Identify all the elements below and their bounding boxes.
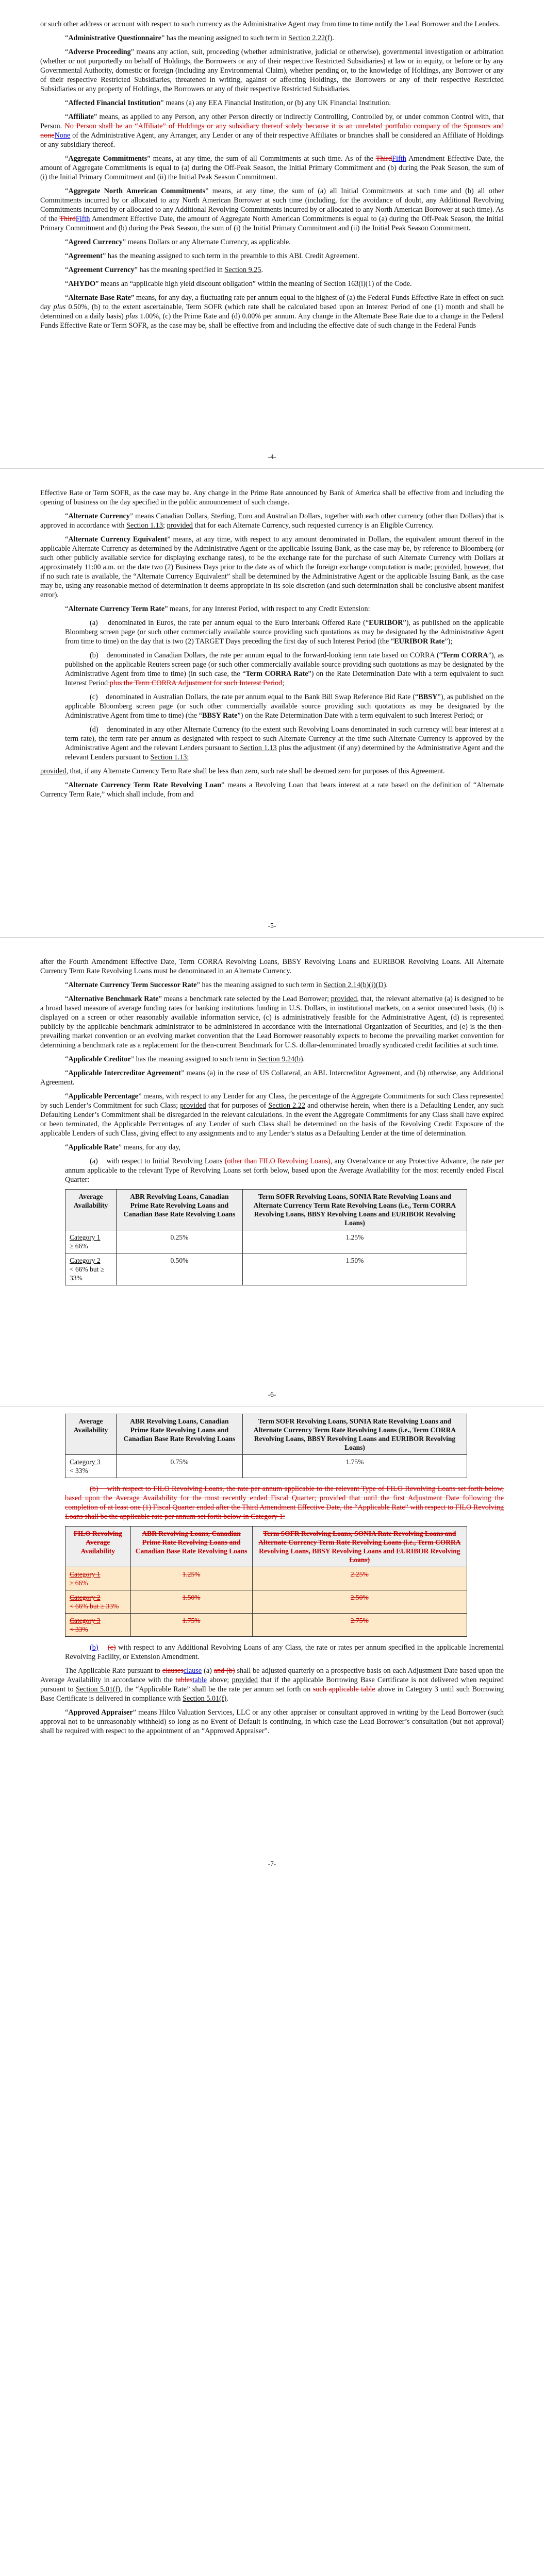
table-row <box>65 1253 467 1285</box>
table-row <box>65 1590 467 1614</box>
paragraph: “Alternate Currency Equivalent” means, at any time, with respect to any amount denominated in Dollars, the equivalent amount thereof in the applicable Alternate Currency as determined by the Administrative Agent or the applicable Issuing Bank, as the case may be, by reference to Bloomberg (or such other publicly available service for displaying exchange rates), to be the exchange rate for the purchase of such Alternate Currency with Dollars at approximately 11:00 a.m. on the date two (2) Business Days prior to the date as of which the foreign exchange computation is made; provided, however, that if no such rate is available, the “Alternate Currency Equivalent” shall be determined by the Administrative Agent or the applicable Issuing Bank, as the case may be, using any reasonable method of determination it deems appropriate in its sole discretion (and such determination shall be conclusive absent manifest error). <box>40 535 504 599</box>
paragraph: (c) denominated in Australian Dollars, the rate per annum equal to the Bank Bill Swap Reference Bid Rate (“BBSY”), as published on the applicable Bloomberg screen page (or such other commercially available source providing such quotations as may be designated by the Administrative Agent from time to time) (the “BBSY Rate”) on the Rate Determination Date with a term equivalent to such Interest Period; or <box>65 693 504 720</box>
table-cell: Category 3 < 33% <box>65 1455 117 1478</box>
paragraph: (a) with respect to Initial Revolving Loans (other than FILO Revolving Loans), any Overadvance or any Protective Advance, the rate per annum applicable to the relevant Type of Revolving Loans set forth below, based upon the Average Availability for the most recently ended Fiscal Quarter: <box>65 1157 504 1184</box>
paragraph: “Alternate Currency Term Successor Rate” has the meaning assigned to such term in Section 2.14(b)(i)(D). <box>65 981 388 989</box>
page-2 <box>0 469 544 938</box>
table-cell: 1.75% <box>130 1614 252 1637</box>
paragraph: after the Fourth Amendment Effective Date, Term CORRA Revolving Loans, BBSY Revolving Loans and EURIBOR Revolving Loans. All Alternate Currency Term Rate Revolving Loans must be denominated in an Alternate Currency. <box>40 958 504 975</box>
table-row <box>65 1614 467 1637</box>
paragraph: “AHYDO” means an “applicable high yield discount obligation” within the meaning of Section 163(i)(1) of the Code. <box>65 280 412 288</box>
paragraph: “Applicable Creditor” has the meaning assigned to such term in Section 9.24(b). <box>65 1055 305 1063</box>
table-cell: Category 1 ≥ 66% <box>65 1230 117 1253</box>
paragraph: (b) (c) with respect to any Additional Revolving Loans of any Class, the rate or rates per annum specified in the applicable Incremental Revolving Facility, or Extension Amendment. <box>65 1643 504 1661</box>
table-cell: 0.25% <box>116 1230 242 1253</box>
paragraph: (d) denominated in any other Alternate Currency (to the extent such Revolving Loans denominated in such currency will bear interest at a term rate), the term rate per annum as designated with respect to such Alternate Currency at the time such Alternate Currency is approved by the Administrative Agent and the relevant Lenders pursuant to Section 1.13 plus the adjustment (if any) determined by the Administrative Agent and the relevant Lenders pursuant to Section 1.13; <box>65 725 504 761</box>
paragraph: “Agreed Currency” means Dollars or any Alternate Currency, as applicable. <box>65 238 291 246</box>
paragraph: The Applicable Rate pursuant to clausesclause (a) and (b) shall be adjusted quarterly on a prospective basis on each Adjustment Date based upon the Average Availability in accordance with the tablestable above; provided that if the applicable Borrowing Base Certificate is not delivered when required pursuant to Section 5.01(f), the “Applicable Rate” shall be the rate per annum set forth on such applicable table above in Category 3 until such Borrowing Base Certificate is delivered in compliance with Section 5.01(f). <box>40 1667 504 1703</box>
table-row <box>65 1455 467 1478</box>
filo-rate-table <box>65 1526 467 1637</box>
page-1 <box>0 0 544 469</box>
table-header: ABR Revolving Loans, Canadian Prime Rate Revolving Loans and Canadian Base Rate Revolving Loans <box>116 1414 242 1455</box>
table-cell: Category 2 < 66% but ≥ 33% <box>65 1590 131 1614</box>
paragraph: “Agreement” has the meaning assigned to such term in the preamble to this ABL Credit Agreement. <box>65 252 359 260</box>
table-cell: Category 1 ≥ 66% <box>65 1567 131 1590</box>
paragraph: “Alternate Currency Term Rate Revolving Loan” means a Revolving Loan that bears interest at a rate based on the definition of “Alternate Currency Term Rate,” which shall include, from and <box>40 781 504 799</box>
applicable-rate-table <box>65 1414 467 1478</box>
table-cell: 2.75% <box>252 1614 467 1637</box>
table-cell: 1.75% <box>242 1455 467 1478</box>
paragraph: “Affected Financial Institution” means (a) any EEA Financial Institution, or (b) any UK Financial Institution. <box>65 99 391 107</box>
table-cell: Category 3 < 33% <box>65 1614 131 1637</box>
paragraph: “Applicable Rate” means, for any day, <box>65 1143 181 1151</box>
table-cell: 1.25% <box>242 1230 467 1253</box>
table-header: Term SOFR Revolving Loans, SONIA Rate Revolving Loans and Alternate Currency Term Rate Revolving Loans (i.e., Term CORRA Revolving Loans, BBSY Revolving Loans and EURIBOR Revolving Loans) <box>252 1527 467 1567</box>
paragraph: “Approved Appraiser” means Hilco Valuation Services, LLC or any other appraiser or consultant approved in writing by the Lead Borrower (such approval not to be unreasonably withheld) so long as no Event of Default is continuing, in which case the Lead Borrower’s consultation (but not approval) shall be required with respect to the appointment of an “Approved Appraiser”. <box>40 1708 504 1735</box>
table-header: Average Availability <box>65 1414 117 1455</box>
table-header: Term SOFR Revolving Loans, SONIA Rate Revolving Loans and Alternate Currency Term Rate Revolving Loans (i.e., Term CORRA Revolving Loans, BBSY Revolving Loans and EURIBOR Revolving Loans) <box>242 1414 467 1455</box>
table-header: ABR Revolving Loans, Canadian Prime Rate Revolving Loans and Canadian Base Rate Revolving Loans <box>116 1190 242 1230</box>
paragraph: “Administrative Questionnaire” has the meaning assigned to such term in Section 2.22(f). <box>65 34 334 42</box>
page-3 <box>0 938 544 1406</box>
paragraph: “Agreement Currency” has the meaning specified in Section 9.25. <box>65 266 263 274</box>
page-number: -7- <box>268 1860 276 1868</box>
table-row <box>65 1567 467 1590</box>
table-cell: 1.50% <box>130 1590 252 1614</box>
table-cell: 2.25% <box>252 1567 467 1590</box>
table-header: FILO Revolving Average Availability <box>65 1527 131 1567</box>
paragraph: “Aggregate Commitments” means, at any time, the sum of all Commitments at such time. As of the ThirdFifth Amendment Effective Date, the amount of Aggregate Commitments is equal to (a) during the Off-Peak Season, the Initial Primary Commitment and (b) during the Peak Season, the sum of (i) the Initial Primary Commitment and (ii) the Initial Peak Season Commitment. <box>40 155 504 181</box>
table-cell: 1.50% <box>242 1253 467 1285</box>
paragraph: “Adverse Proceeding” means any action, suit, proceeding (whether administrative, judicial or otherwise), governmental investigation or arbitration (whether or not purportedly on behalf of Holdings, the Borrowers or any of their respective Restricted Subsidiaries) at law or in equity, or before or by any Governmental Authority, domestic or foreign (including any Environmental Claim), whether pending or, to the knowledge of Holdings, any Borrower or any of their respective Restricted Subsidiaries, threatened in writing, against or affecting Holdings, the Borrowers or any of their respective Restricted Subsidiaries or any property of Holdings, the Borrowers or any of their respective Restricted Subsidiaries. <box>40 48 504 93</box>
paragraph: Effective Rate or Term SOFR, as the case may be. Any change in the Prime Rate announced by Bank of America shall be effective from and including the opening of business on the day specified in the public announcement of such change. <box>40 489 504 506</box>
table-header: Average Availability <box>65 1190 117 1230</box>
page-number: -6- <box>268 1391 276 1398</box>
table-cell: 2.50% <box>252 1590 467 1614</box>
paragraph: “Affiliate” means, as applied to any Person, any other Person directly or indirectly Controlling, Controlled by, or under common Control with, that Person. No Person shall be an “Affiliate” of Holdings or any subsidiary thereof solely because it is an unrelated portfolio company of the Sponsors and noneNone of the Administrative Agent, any Arranger, any Lender or any of their respective Affiliates or branches shall be considered an Affiliate of Holdings or any subsidiary thereof. <box>40 113 504 149</box>
paragraph: (b) denominated in Canadian Dollars, the rate per annum equal to the forward-looking term rate based on CORRA (“Term CORRA”), as published on the applicable Reuters screen page (or such other commercially available source providing such quotations as may be designated by the Administrative Agent from time to time) (in such case, the “Term CORRA Rate”) on the Rate Determination Date with a term equivalent to such Interest Period plus the Term CORRA Adjustment for such Interest Period; <box>65 651 504 687</box>
paragraph: “Applicable Intercreditor Agreement” means (a) in the case of US Collateral, an ABL Intercreditor Agreement, and (b) otherwise, any Additional Agreement. <box>40 1069 504 1087</box>
paragraph: “Alternate Base Rate” means, for any day, a fluctuating rate per annum equal to the highest of (a) the Federal Funds Effective Rate in effect on such day plus 0.50%, (b) to the extent ascertainable, Term SOFR (which rate shall be calculated based upon an Interest Period of one (1) month and shall be determined on a daily basis) plus 1.00%, (c) the Prime Rate and (d) 0.00% per annum. Any change in the Alternate Base Rate due to a change in the Federal Funds Effective Rate or Term SOFR, as the case may be, shall be effective from and including the effective date of such change in the Federal Funds <box>40 294 504 330</box>
paragraph: provided, that, if any Alternate Currency Term Rate shall be less than zero, such rate shall be deemed zero for purposes of this Agreement. <box>40 767 445 775</box>
applicable-rate-table <box>65 1189 467 1285</box>
paragraph: (b) with respect to FILO Revolving Loans, the rate per annum applicable to the relevant Type of FILO Revolving Loans set forth below, based upon the Average Availability for the most recently ended Fiscal Quarter; provided that until the first Adjustment Date following the completion of at least one (1) Fiscal Quarter ended after the Third Amendment Effective Date, the “Applicable Rate” with respect to FILO Revolving Loans shall be the applicable rate per annum set forth below in Category 1: <box>65 1485 504 1521</box>
table-cell: Category 2 < 66% but ≥ 33% <box>65 1253 117 1285</box>
paragraph: (a) denominated in Euros, the rate per annum equal to the Euro Interbank Offered Rate (“EURIBOR”), as published on the applicable Bloomberg screen page (or such other commercially available source providing such quotations as may be designated by the Administrative Agent from time to time) on the day that is two (2) TARGET Days preceding the first day of such Interest Period (the “EURIBOR Rate”); <box>65 619 504 646</box>
paragraph: “Applicable Percentage” means, with respect to any Lender for any Class, the percentage of the Aggregate Commitments for such Class represented by such Lender’s Commitment for such Class; provided that for purposes of Section 2.22 and otherwise herein, when there is a Defaulting Lender, any such Defaulting Lender’s Commitment shall be disregarded in the relevant calculations. In the event the Aggregate Commitments for any Class shall have expired or been terminated, the Applicable Percentages of any Lender of such Class shall be determined on the basis of the Revolving Credit Exposure of the applicable Lenders of such Class, giving effect to any assignments and to any Lender’s status as a Defaulting Lender at the time of determination. <box>40 1092 504 1138</box>
paragraph: or such other address or account with respect to such currency as the Administrative Agent may from time to time notify the Lead Borrower and the Lenders. <box>40 20 500 28</box>
paragraph: “Alternate Currency Term Rate” means, for any Interest Period, with respect to any Credit Extension: <box>65 605 370 613</box>
page-number: -5- <box>268 922 276 929</box>
table-header: ABR Revolving Loans, Canadian Prime Rate Revolving Loans and Canadian Base Rate Revolving Loans <box>130 1527 252 1567</box>
paragraph: “Alternate Currency” means Canadian Dollars, Sterling, Euro and Australian Dollars, together with each other currency (other than Dollars) that is approved in accordance with Section 1.13; provided that for each Alternate Currency, such requested currency is an Eligible Currency. <box>40 512 504 530</box>
table-row <box>65 1230 467 1253</box>
table-header: Term SOFR Revolving Loans, SONIA Rate Revolving Loans and Alternate Currency Term Rate Revolving Loans (i.e., Term CORRA Revolving Loans, BBSY Revolving Loans and EURIBOR Revolving Loans) <box>242 1190 467 1230</box>
page-4 <box>0 1406 544 1875</box>
table-cell: 1.25% <box>130 1567 252 1590</box>
paragraph: “Alternative Benchmark Rate” means a benchmark rate selected by the Lead Borrower; provided, that, the relevant alternative (a) is designed to be a broad based measure of average funding rates for banking institutions funding in U.S. Dollars, in institutional markets, on a senior unsecured basis, (b) is displayed on a screen or other reasonably available information service, (c) is administratively feasible for the Administrative Agent, (d) is represented publicly by the applicable benchmark administrator to be administered in accordance with the International Organization of Securities, and (e) is the then-prevailing market convention or an evolving market convention that the Lead Borrower reasonably expects to become the prevailing market convention for determining a benchmark rate as a replacement for the then-current Benchmark for U.S. dollar-denominated broadly syndicated credit facilities at such time. <box>40 995 504 1049</box>
table-cell: 0.75% <box>116 1455 242 1478</box>
page-number: -4- <box>268 453 276 461</box>
table-cell: 0.50% <box>116 1253 242 1285</box>
paragraph: “Aggregate North American Commitments” means, at any time, the sum of (a) all Initial Commitments at such time and (b) all other Commitments incurred by or allocated to any North American Borrower at such time (including, for the avoidance of doubt, any Additional Revolving Commitments incurred by or allocated to any Additional Revolving Commitments incurred by or allocated to any North American Borrower at such time). As of the ThirdFifth Amendment Effective Date, the amount of Aggregate North American Commitments is equal to (a) during the Off-Peak Season, the Initial Primary Commitment and (b) during the Peak Season, the sum of (i) the Initial Primary Commitment and (ii) the Initial Peak Season Commitment. <box>40 187 504 232</box>
